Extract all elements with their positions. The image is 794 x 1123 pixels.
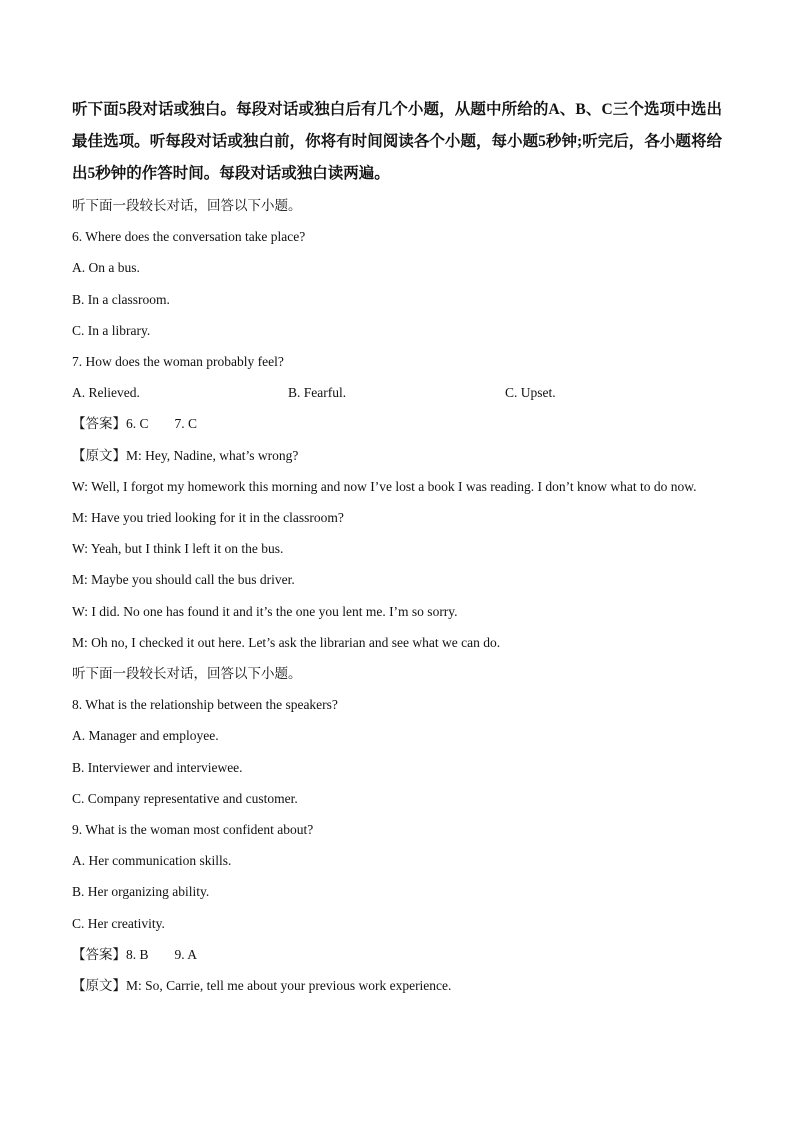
- answer-row-2: [72, 939, 722, 970]
- q6-option-a: A. On a bus.: [72, 260, 140, 276]
- section1-header: 听下面一段较长对话，回答以下小题。: [72, 198, 302, 213]
- document-page: [72, 94, 722, 1001]
- answer-label: 【答案】: [72, 416, 126, 432]
- q9-option-c: C. Her creativity.: [72, 915, 165, 931]
- transcript-line: M: Maybe you should call the bus driver.: [72, 572, 295, 588]
- transcript-line: M: Oh no, I checked it out here. Let’s ask the librarian and see what we can do.: [72, 634, 501, 650]
- q8-option-b: B. Interviewer and interviewee.: [72, 759, 243, 775]
- q6-option-b: B. In a classroom.: [72, 291, 170, 307]
- answer-row-1: [72, 408, 722, 439]
- transcript-row-1: [72, 440, 722, 471]
- q6-option-c: C. In a library.: [72, 322, 151, 338]
- q7-option-c: C. Upset.: [505, 385, 556, 401]
- transcript-line: W: I did. No one has found it and it’s the one you lent me. I’m so sorry.: [72, 603, 458, 619]
- question-6: 6. Where does the conversation take place?: [72, 229, 306, 245]
- transcript-line: M: Hey, Nadine, what’s wrong?: [126, 447, 299, 463]
- q7-option-b: B. Fearful.: [288, 385, 347, 401]
- section2-header: 听下面一段较长对话，回答以下小题。: [72, 666, 302, 682]
- transcript-line: M: So, Carrie, tell me about your previous work experience.: [126, 978, 452, 994]
- q7-option-a: A. Relieved.: [72, 385, 140, 401]
- transcript-row-2: [72, 970, 722, 1001]
- transcript-line: W: Yeah, but I think I left it on the bus.: [72, 541, 284, 557]
- transcript-label: 【原文】: [72, 447, 126, 463]
- question-7: 7. How does the woman probably feel?: [72, 354, 284, 370]
- q8-option-c: C. Company representative and customer.: [72, 790, 298, 806]
- question-8: 8. What is the relationship between the speakers?: [72, 697, 338, 713]
- instructions: 听下面5段对话或独白。每段对话或独白后有几个小题，从题中所给的A、B、C三个选项中选出最佳选项。听每段对话或独白前，你将有时间阅读各个小题，每小题5秒钟;听完后，各小题将给出5秒钟的作答时间。每段对话或独白读两遍。: [72, 101, 722, 182]
- question-9: 9. What is the woman most confident about?: [72, 822, 314, 838]
- transcript-line: W: Well, I forgot my homework this morning and now I’ve lost a book I was reading. I don’t know what to do now.: [72, 478, 697, 494]
- answer-7: 7. C: [174, 416, 198, 432]
- transcript-label: 【原文】: [72, 978, 126, 994]
- q8-option-a: A. Manager and employee.: [72, 728, 219, 744]
- q9-option-a: A. Her communication skills.: [72, 853, 232, 869]
- answer-label: 【答案】: [72, 946, 126, 962]
- transcript-line: M: Have you tried looking for it in the classroom?: [72, 510, 344, 526]
- answer-8: 8. B: [126, 946, 149, 962]
- answer-6: 6. C: [126, 416, 149, 432]
- q7-options: [72, 377, 722, 408]
- answer-9: 9. A: [174, 946, 198, 962]
- q9-option-b: B. Her organizing ability.: [72, 884, 210, 900]
